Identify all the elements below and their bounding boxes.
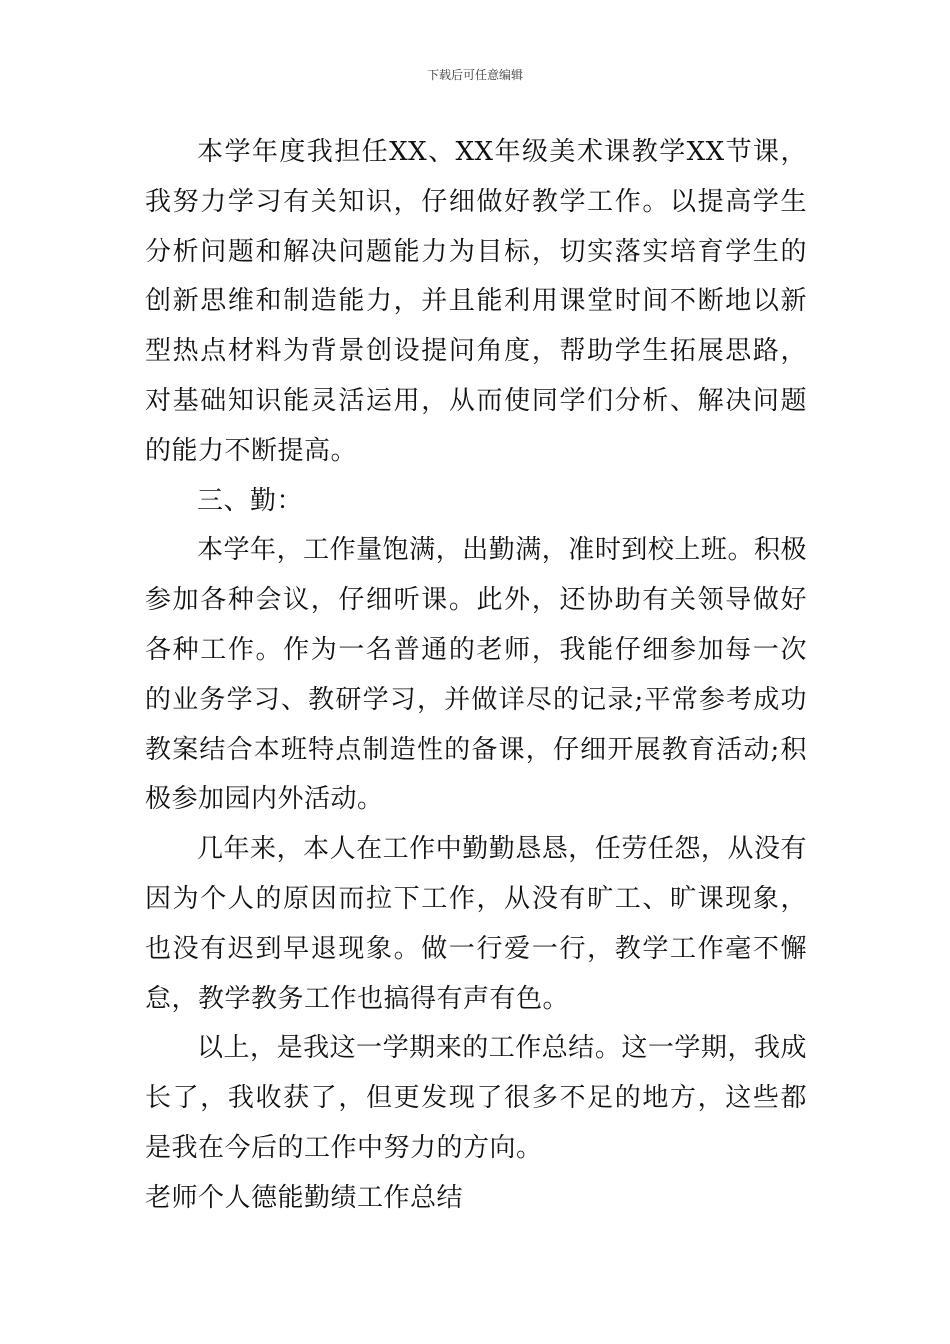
paragraph-years: 几年来，本人在工作中勤勤恳恳，任劳任怨，从没有因为个人的原因而拉下工作，从没有旷工、旷课现象，也没有迟到早退现象。做一行爱一行，教学工作毫不懈怠，教学教务工作也搞得有声有色。: [145, 834, 807, 1014]
page-header-note: 下载后可任意编辑: [426, 68, 523, 82]
paragraph-teaching: 本学年度我担任XX、XX年级美术课教学XX节课，我努力学习有关知识，仔细做好教学工作。以提高学生分析问题和解决问题能力为目标，切实落实培育学生的创新思维和制造能力，并且能利用课堂时间不断地以新型热点材料为背景创设提问角度，帮助学生拓展思路，对基础知识能灵活运用，从而使同学们分析、解决问题的能力不断提高。: [145, 137, 807, 466]
paragraph-attendance: 本学年，工作量饱满，出勤满，准时到校上班。积极参加各种会议，仔细听课。此外，还协助有关领导做好各种工作。作为一名普通的老师，我能仔细参加每一次的业务学习、教研学习，并做详尽的记录;平常参考成功教案结合本班特点制造性的备课，仔细开展教育活动;积极参加园内外活动。: [145, 535, 807, 815]
paragraph-summary: 以上，是我这一学期来的工作总结。这一学期，我成长了，我收获了，但更发现了很多不足的地方，这些都是我在今后的工作中努力的方向。: [145, 1033, 807, 1163]
section-heading-diligence: 三、勤：: [197, 485, 304, 516]
document-body: [145, 128, 807, 1224]
next-document-title: 老师个人德能勤绩工作总结: [145, 1182, 464, 1213]
